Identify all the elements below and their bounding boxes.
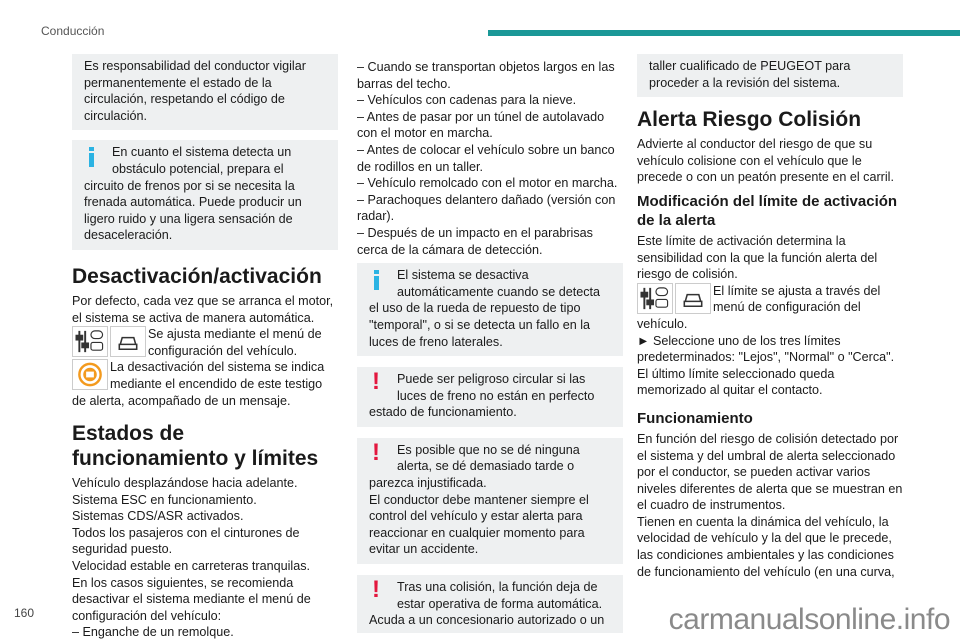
line: Vehículo desplazándose hacia adelante. bbox=[72, 476, 298, 491]
note-text: Es responsabilidad del conductor vigilar permanentemente el estado de la circulación, respetando el código de circulación. bbox=[84, 59, 306, 123]
warning-text: Puede ser peligroso circular si las luces de freno no están en perfecto estado de funcionamiento. bbox=[369, 372, 595, 420]
list-item: – Antes de pasar por un túnel de autolavado con el motor en marcha. bbox=[357, 109, 605, 141]
info-icon bbox=[369, 267, 391, 297]
warning-box bbox=[357, 575, 623, 633]
settings-menu-icon bbox=[72, 326, 108, 357]
line: En los casos siguientes, se recomienda desactivar el sistema mediante el menú de configuración del vehículo: bbox=[72, 575, 311, 623]
warning-text: Tras una colisión, la función deja de estar operativa de forma automática. Acuda a un concesionario autorizado o un bbox=[369, 580, 605, 628]
line: Sistema ESC en funcionamiento. bbox=[72, 492, 257, 507]
warning-text: taller cualificado de PEUGEOT para proceder a la revisión del sistema. bbox=[649, 59, 851, 90]
list-item: – Parachoques delantero dañado (versión con radar). bbox=[357, 192, 616, 224]
list-item: – Cuando se transportan objetos largos en las barras del techo. bbox=[357, 60, 615, 91]
left-column bbox=[72, 54, 338, 641]
paragraph: Tienen en cuenta la dinámica del vehículo, la velocidad de vehículo y la del que le precede, las condiciones ambientales y las condiciones de funcionamiento del vehículo (en una curva, bbox=[637, 514, 895, 579]
info-text: El sistema se desactiva automáticamente cuando se detecta el uso de la rueda de repuesto de tipo "temporal", o si se detecta un fallo en la luces de freno laterales. bbox=[369, 268, 601, 349]
paragraph: Este límite de activación determina la sensibilidad con la que la función alerta del riesgo de colisión. bbox=[637, 233, 878, 282]
list-item: – Vehículos con cadenas para la nieve. bbox=[357, 93, 577, 108]
section-title: Conducción bbox=[41, 24, 105, 38]
heading-states: Estados de funcionamiento y límites bbox=[72, 422, 319, 471]
warning-icon: ! bbox=[372, 576, 380, 604]
header-accent-bar bbox=[488, 30, 960, 36]
warning-icon: ! bbox=[372, 368, 380, 396]
heading-collision-alert: Alerta Riesgo Colisión bbox=[637, 108, 862, 132]
vehicle-icon bbox=[675, 283, 711, 314]
list-item: – Después de un impacto en el parabrisas cerca de la cámara de detección. bbox=[357, 225, 593, 257]
line: Todos los pasajeros con el cinturones de seguridad puesto. bbox=[72, 525, 300, 557]
warning-text: El conductor debe mantener siempre el control del vehículo y estar alerta para reaccionar en cualquier momento para evitar un accidente. bbox=[369, 492, 589, 557]
warning-text: Es posible que no se dé ninguna alerta, se dé demasiado tarde o parezca injustificada. bbox=[369, 442, 580, 491]
warning-box bbox=[357, 438, 623, 564]
settings-menu-icon bbox=[637, 283, 673, 314]
vehicle-icon bbox=[110, 326, 146, 357]
heading-deactivation: Desactivación/activación bbox=[72, 264, 322, 288]
heading-threshold: Modificación del límite de activación de la alerta bbox=[637, 192, 898, 229]
info-box bbox=[72, 140, 338, 250]
line: Velocidad estable en carreteras tranquilas. bbox=[72, 559, 311, 574]
warning-lamp-icon bbox=[72, 359, 108, 390]
watermark: carmanualsonline.info bbox=[668, 603, 950, 636]
page-number: 160 bbox=[14, 606, 35, 620]
info-icon bbox=[84, 144, 106, 174]
paragraph: La desactivación del sistema se indica mediante el encendido de este testigo de alerta, acompañado de un mensaje. bbox=[72, 360, 325, 408]
paragraph: El límite se ajusta a través del menú de configuración del vehículo. bbox=[637, 283, 881, 331]
list-item: – Antes de colocar el vehículo sobre un banco de rodillos en un taller. bbox=[357, 142, 615, 174]
paragraph: Por defecto, cada vez que se arranca el motor, el sistema se activa de manera automática. bbox=[72, 293, 334, 325]
right-column bbox=[637, 54, 903, 580]
warning-box-continued bbox=[637, 54, 903, 97]
paragraph: Se ajusta mediante el menú de configuración del vehículo. bbox=[148, 327, 322, 358]
info-box bbox=[357, 263, 623, 356]
warning-box bbox=[357, 367, 623, 427]
paragraph: Advierte al conductor del riesgo de que su vehículo colisione con el vehículo que le precede o con un peatón presente en el carril. bbox=[637, 137, 894, 185]
warning-icon: ! bbox=[372, 438, 380, 466]
line: – Enganche de un remolque. bbox=[72, 625, 234, 640]
heading-operation: Funcionamiento bbox=[637, 409, 753, 427]
paragraph: En función del riesgo de colisión detectado por el sistema y del umbral de alerta seleccionado por el conductor, se pueden activar varios niveles diferentes de alerta que se muestran en el cuadro de instrumentos. bbox=[637, 431, 903, 513]
note-box bbox=[72, 54, 338, 130]
middle-column bbox=[357, 59, 623, 643]
paragraph: El último límite seleccionado queda memorizado al quitar el contacto. bbox=[637, 366, 835, 398]
info-text: En cuanto el sistema detecta un obstáculo potencial, prepara el circuito de frenos por si se necesita la frenada automática. Puede producir un ligero ruido y una ligera sensación de desaceleración. bbox=[84, 145, 302, 243]
list-item: – Vehículo remolcado con el motor en marcha. bbox=[357, 176, 618, 191]
paragraph: ► Seleccione uno de los tres límites predeterminados: "Lejos", "Normal" o "Cerca". bbox=[637, 333, 895, 365]
line: Sistemas CDS/ASR activados. bbox=[72, 509, 244, 524]
